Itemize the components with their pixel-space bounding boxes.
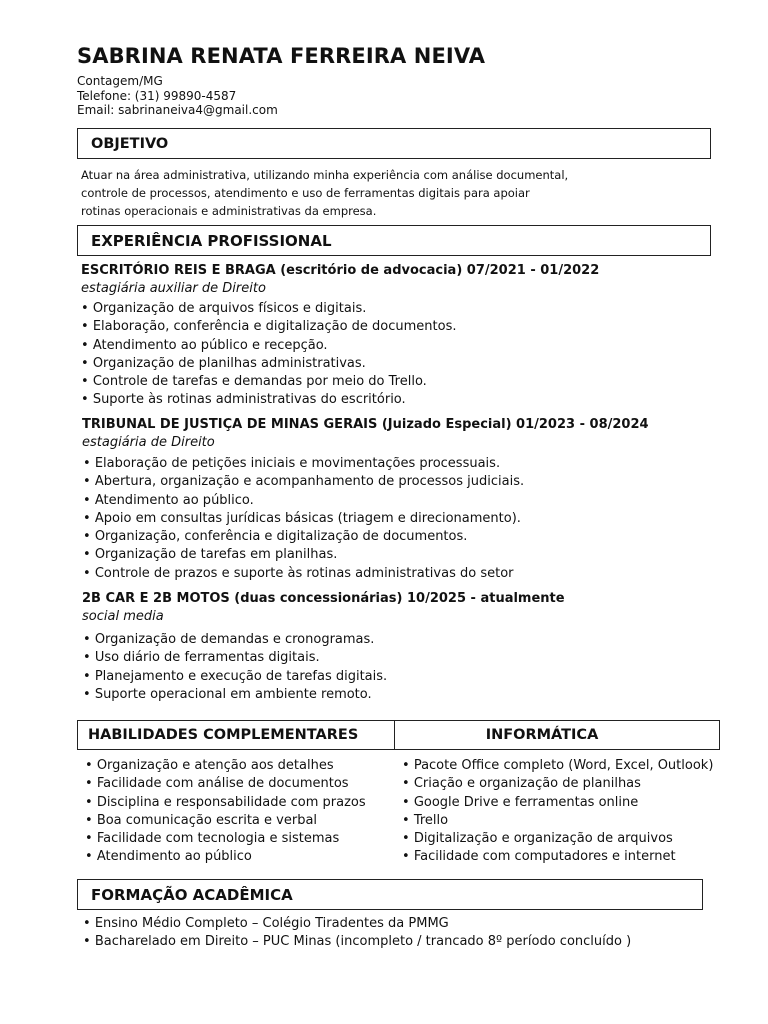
list-item: • Uso diário de ferramentas digitais. [83, 649, 387, 667]
list-item: • Criação e organização de planilhas [402, 775, 713, 793]
list-item: • Organização de arquivos físicos e digitais. [81, 300, 457, 318]
list-item: • Digitalização e organização de arquivos [402, 830, 713, 848]
education-heading: FORMAÇÃO ACADÊMICA [91, 885, 293, 904]
list-item: • Elaboração, conferência e digitalização de documentos. [81, 318, 457, 336]
list-item: • Facilidade com análise de documentos [85, 775, 366, 793]
it-heading-cell [395, 721, 719, 749]
list-item: • Organização de tarefas em planilhas. [83, 546, 524, 564]
list-item: • Suporte operacional em ambiente remoto. [83, 686, 387, 704]
job-role: social media [82, 609, 164, 624]
list-item: • Abertura, organização e acompanhamento de processos judiciais. [83, 473, 524, 491]
list-item: • Apoio em consultas jurídicas básicas (triagem e direcionamento). [83, 510, 524, 528]
job-role: estagiária auxiliar de Direito [81, 281, 266, 296]
experience-heading: EXPERIÊNCIA PROFISSIONAL [91, 231, 332, 250]
contact-info [77, 74, 278, 118]
education-heading-box [77, 879, 703, 910]
objective-heading-box [77, 128, 711, 159]
job-title: TRIBUNAL DE JUSTIÇA DE MINAS GERAIS (Juizado Especial) 01/2023 - 08/2024 [82, 417, 649, 432]
list-item: • Elaboração de petições iniciais e movimentações processuais. [83, 455, 524, 473]
skills-list [85, 757, 366, 867]
contact-email: Email: sabrinaneiva4@gmail.com [77, 103, 278, 117]
list-item: • Ensino Médio Completo – Colégio Tiradentes da PMMG [83, 915, 631, 933]
experience-heading-box [77, 225, 711, 256]
list-item: • Facilidade com computadores e internet [402, 848, 713, 866]
list-item: • Controle de tarefas e demandas por meio do Trello. [81, 373, 457, 391]
contact-phone: Telefone: (31) 99890-4587 [77, 88, 237, 103]
job-title: ESCRITÓRIO REIS E BRAGA (escritório de advocacia) 07/2021 - 01/2022 [81, 263, 600, 278]
list-item: • Organização e atenção aos detalhes [85, 757, 366, 775]
objective-line: rotinas operacionais e administrativas da empresa. [81, 204, 377, 218]
it-list [402, 757, 713, 867]
list-item: • Facilidade com tecnologia e sistemas [85, 830, 366, 848]
job-duties-list [83, 455, 524, 583]
list-item: • Organização, conferência e digitalização de documentos. [83, 528, 524, 546]
objective-heading: OBJETIVO [91, 135, 169, 152]
skills-heading-cell [78, 721, 395, 749]
job-duties-list [83, 631, 387, 704]
objective-line: Atuar na área administrativa, utilizando minha experiência com análise documental, [81, 168, 569, 182]
job-title: 2B CAR E 2B MOTOS (duas concessionárias) 10/2025 - atualmente [82, 591, 565, 606]
list-item: • Planejamento e execução de tarefas digitais. [83, 668, 387, 686]
list-item: • Atendimento ao público [85, 848, 366, 866]
list-item: • Google Drive e ferramentas online [402, 794, 713, 812]
skills-heading: HABILIDADES COMPLEMENTARES [88, 727, 359, 743]
list-item: • Atendimento ao público. [83, 492, 524, 510]
list-item: • Boa comunicação escrita e verbal [85, 812, 366, 830]
candidate-name: SABRINA RENATA FERREIRA NEIVA [77, 44, 486, 68]
list-item: • Controle de prazos e suporte às rotinas administrativas do setor [83, 565, 524, 583]
list-item: • Bacharelado em Direito – PUC Minas (incompleto / trancado 8º período concluído ) [83, 933, 631, 951]
objective-text [81, 165, 681, 221]
objective-line: controle de processos, atendimento e uso de ferramentas digitais para apoiar [81, 186, 530, 200]
list-item: • Organização de planilhas administrativas. [81, 355, 457, 373]
education-list [83, 915, 631, 952]
job-role: estagiária de Direito [82, 435, 215, 450]
list-item: • Organização de demandas e cronogramas. [83, 631, 387, 649]
list-item: • Pacote Office completo (Word, Excel, Outlook) [402, 757, 713, 775]
contact-city: Contagem/MG [77, 74, 163, 88]
it-heading: INFORMÁTICA [485, 727, 599, 743]
job-duties-list [81, 300, 457, 410]
list-item: • Atendimento ao público e recepção. [81, 337, 457, 355]
skills-it-heading-box [77, 720, 720, 750]
list-item: • Disciplina e responsabilidade com prazos [85, 794, 366, 812]
list-item: • Trello [402, 812, 713, 830]
list-item: • Suporte às rotinas administrativas do escritório. [81, 391, 457, 409]
